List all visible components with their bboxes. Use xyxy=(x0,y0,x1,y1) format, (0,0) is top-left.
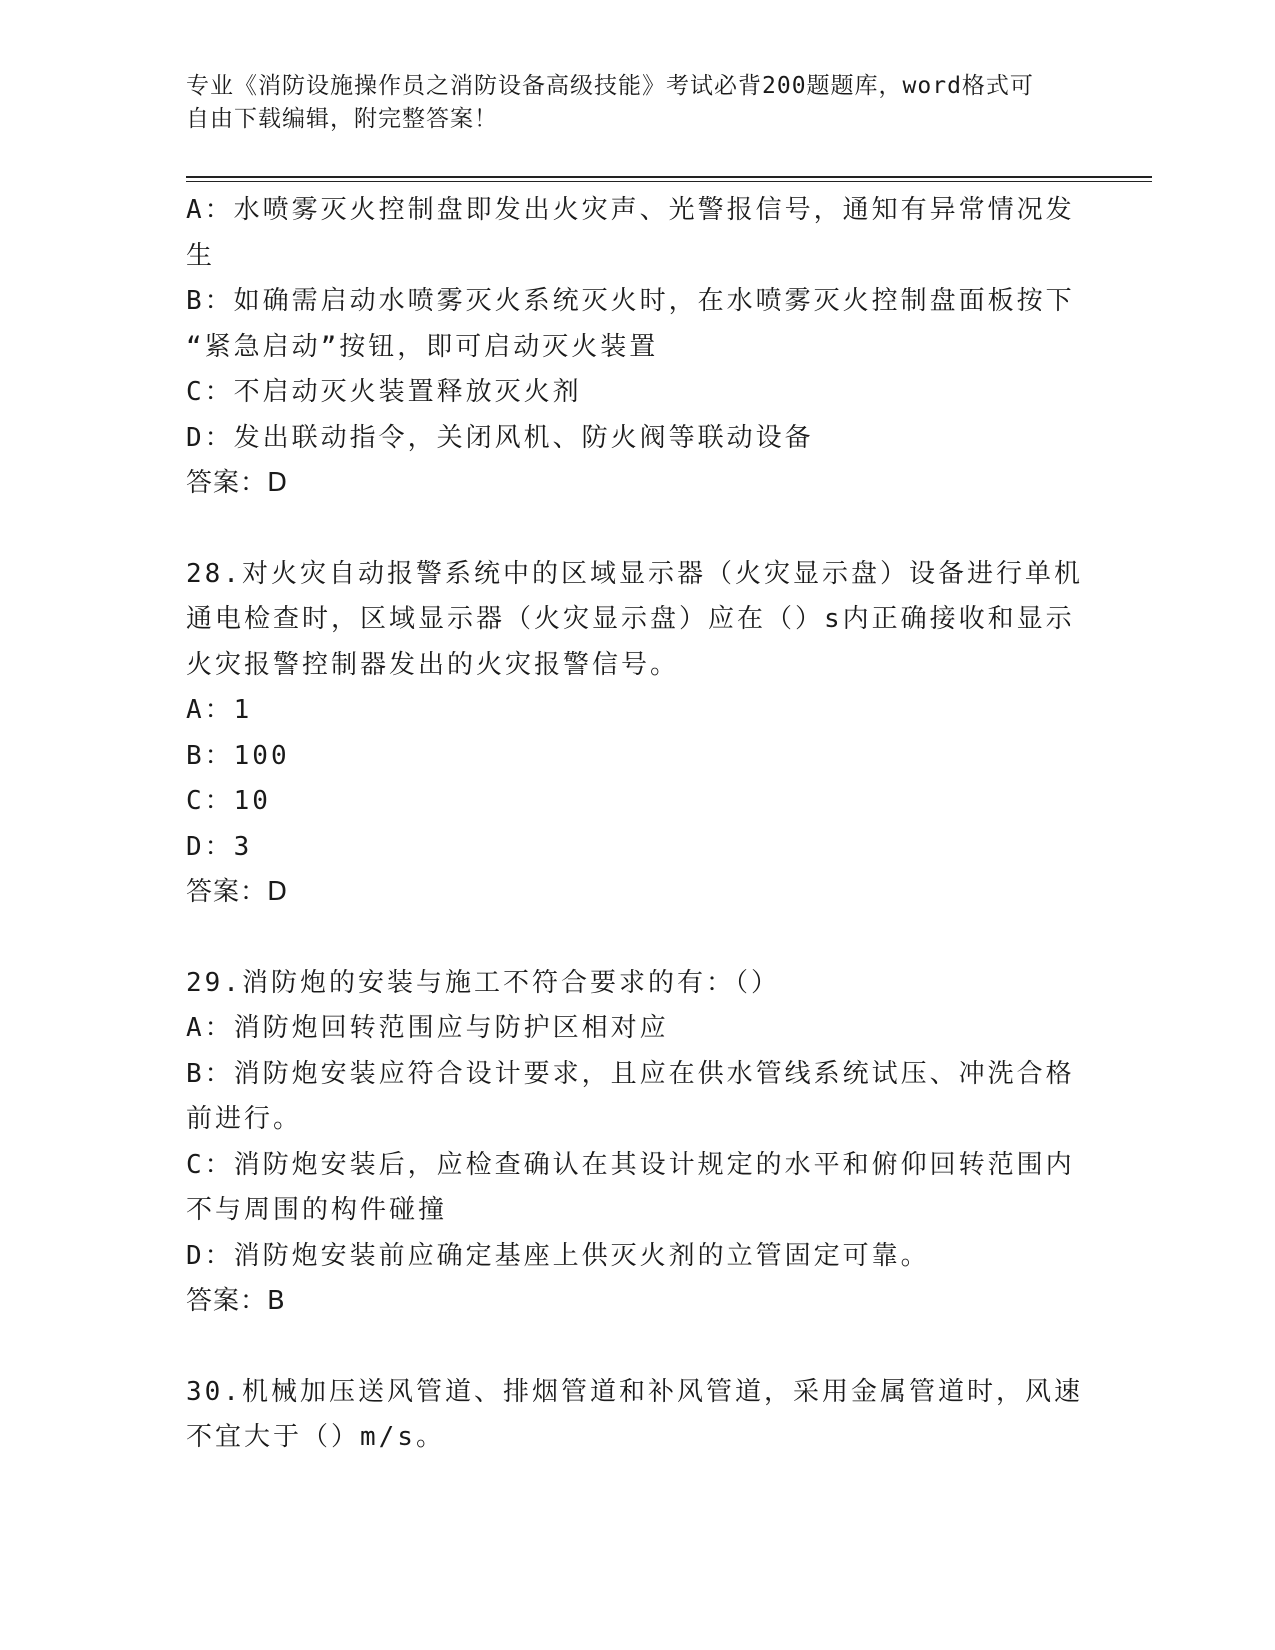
option-c-line-2: 不与周围的构件碰撞 xyxy=(186,1195,448,1225)
header-line-1: 专业《消防设施操作员之消防设备高级技能》考试必背200题题库，word格式可 xyxy=(186,73,1034,99)
question-stem-line-1: 28.对火灾自动报警系统中的区域显示器（火灾显示盘）设备进行单机 xyxy=(186,558,1083,589)
option-a: A：1 xyxy=(186,695,253,725)
answer: 答案：D xyxy=(186,877,289,907)
option-b-line-1: B：消防炮安装应符合设计要求，且应在供水管线系统试压、冲洗合格 xyxy=(186,1058,1075,1089)
question-29 xyxy=(186,961,1086,1325)
question-stem-line-2: 通电检查时，区域显示器（火灾显示盘）应在（）s内正确接收和显示 xyxy=(186,604,1075,634)
option-a-line-2: 生 xyxy=(186,240,216,271)
option-b-line-2: 前进行。 xyxy=(186,1104,303,1134)
option-d: D：3 xyxy=(186,831,253,862)
spacer xyxy=(186,1325,1086,1370)
option-d: D：发出联动指令，关闭风机、防火阀等联动设备 xyxy=(186,422,814,453)
answer: 答案：D xyxy=(186,468,289,498)
option-a: A：消防炮回转范围应与防护区相对应 xyxy=(186,1013,669,1043)
question-stem-line-2: 不宜大于（）m/s。 xyxy=(186,1422,445,1452)
option-b-line-1: B：如确需启动水喷雾灭火系统灭火时，在水喷雾灭火控制盘面板按下 xyxy=(186,286,1075,316)
header-line-2: 自由下载编辑，附完整答案！ xyxy=(186,106,498,132)
question-28 xyxy=(186,552,1086,916)
question-27 xyxy=(186,188,1086,507)
question-30 xyxy=(186,1370,1086,1461)
question-stem-line-1: 30.机械加压送风管道、排烟管道和补风管道，采用金属管道时，风速 xyxy=(186,1376,1083,1407)
option-d: D：消防炮安装前应确定基座上供灭火剂的立管固定可靠。 xyxy=(186,1240,930,1271)
option-a-line-1: A：水喷雾灭火控制盘即发出火灾声、光警报信号，通知有异常情况发 xyxy=(186,195,1075,225)
option-b-line-2: “紧急启动”按钮，即可启动灭火装置 xyxy=(186,331,659,362)
header-divider-thin xyxy=(186,181,1152,182)
option-c: C：不启动灭火装置释放灭火剂 xyxy=(186,377,582,407)
question-stem-line-3: 火灾报警控制器发出的火灾报警信号。 xyxy=(186,649,680,680)
document-header xyxy=(186,70,1086,136)
option-c: C：10 xyxy=(186,786,271,816)
option-c-line-1: C：消防炮安装后，应检查确认在其设计规定的水平和俯仰回转范围内 xyxy=(186,1149,1075,1180)
spacer xyxy=(186,916,1086,961)
header-divider-thick xyxy=(186,176,1152,178)
spacer xyxy=(186,507,1086,552)
option-b: B：100 xyxy=(186,740,290,771)
question-stem: 29.消防炮的安装与施工不符合要求的有：（） xyxy=(186,967,780,998)
answer: 答案：B xyxy=(186,1286,286,1316)
document-body xyxy=(186,188,1086,1461)
